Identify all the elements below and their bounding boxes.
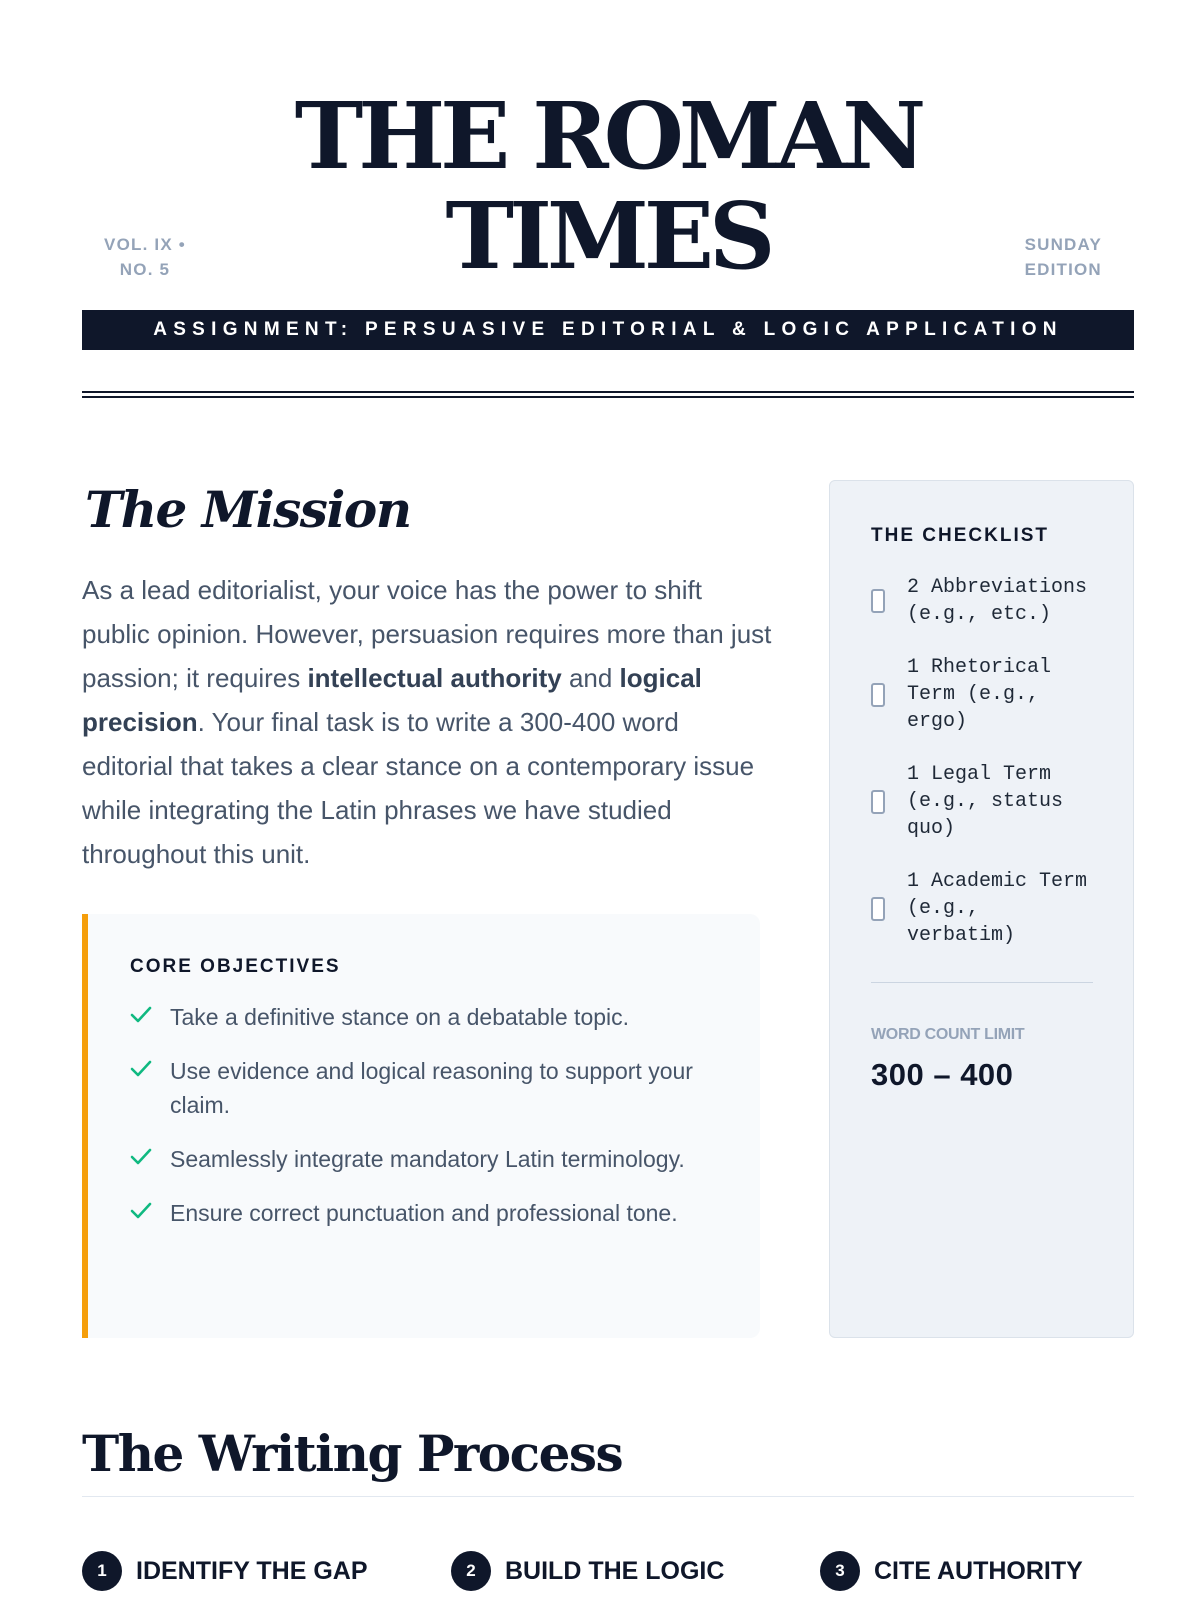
- checklist-item-label: 2 Abbreviations (e.g., etc.): [907, 576, 1088, 626]
- step-number-badge: 3: [820, 1551, 860, 1591]
- process-step-1: [82, 1551, 368, 1591]
- checklist-item-rhetorical-term[interactable]: [871, 654, 1101, 735]
- objective-item: [130, 1000, 720, 1034]
- volume-line-2: NO. 5: [119, 260, 171, 279]
- newspaper-title: [82, 82, 1134, 290]
- writing-process-heading: The Writing Process: [82, 1424, 623, 1483]
- volume-number: [94, 232, 196, 282]
- check-icon: [130, 1054, 170, 1078]
- newspaper-title-line-1: THE ROMAN: [294, 82, 922, 190]
- objectives-list: [130, 1000, 720, 1250]
- core-objectives-label: CORE OBJECTIVES: [130, 956, 341, 977]
- core-objectives-panel: [82, 914, 760, 1338]
- writing-process-divider: [82, 1496, 1134, 1497]
- mission-text-part-3: . Your final task is to write a 300-400 word editorial that takes a clear stance on a contemporary issue while integrating the Latin phrases we have studied throughout this unit.: [82, 707, 755, 869]
- checklist-item-label: 1 Legal Term (e.g., status quo): [907, 763, 1064, 840]
- check-icon: [130, 1000, 170, 1024]
- objective-item: [130, 1054, 720, 1122]
- mission-paragraph: [82, 568, 772, 876]
- objective-item: [130, 1142, 720, 1176]
- volume-line-1: VOL. IX •: [104, 235, 186, 254]
- checkbox[interactable]: [871, 589, 885, 613]
- word-count-value: 300 – 400: [871, 1057, 1014, 1092]
- edition-label: [1025, 232, 1102, 282]
- edition-line-2: EDITION: [1024, 260, 1102, 279]
- objective-item: [130, 1196, 720, 1230]
- checkbox[interactable]: [871, 683, 885, 707]
- checklist-items: [871, 574, 1101, 975]
- mission-bold-intellectual-authority: intellectual authority: [307, 663, 562, 693]
- mission-text-part-1: As a lead editorialist, your voice has the power to shift public opinion. However, persuasion requires more than just passion; it requires: [82, 575, 772, 693]
- mission-bold-logical-precision: logical precision: [82, 663, 702, 737]
- step-label: CITE AUTHORITY: [874, 1556, 1083, 1585]
- mission-text-part-2: and: [561, 663, 620, 693]
- step-label: BUILD THE LOGIC: [505, 1556, 725, 1585]
- masthead: [82, 82, 1134, 290]
- objective-text: Take a definitive stance on a debatable topic.: [170, 1004, 630, 1030]
- checklist-sidebar: [829, 480, 1134, 1338]
- checklist-divider: [871, 982, 1093, 983]
- step-number-badge: 1: [82, 1551, 122, 1591]
- checkbox[interactable]: [871, 897, 885, 921]
- step-number-badge: 2: [451, 1551, 491, 1591]
- assignment-bar: ASSIGNMENT: PERSUASIVE EDITORIAL & LOGIC APPLICATION: [82, 310, 1134, 350]
- edition-line-1: SUNDAY: [1024, 235, 1102, 254]
- process-step-3: [820, 1551, 1083, 1591]
- checklist-item-label: 1 Academic Term (e.g., verbatim): [907, 870, 1088, 947]
- checklist-item-label: 1 Rhetorical Term (e.g., ergo): [907, 656, 1052, 733]
- check-icon: [130, 1196, 170, 1220]
- check-icon: [130, 1142, 170, 1166]
- checklist-item-legal-term[interactable]: [871, 761, 1101, 842]
- objective-text: Ensure correct punctuation and professional tone.: [170, 1200, 678, 1226]
- checklist-item-academic-term[interactable]: [871, 868, 1101, 949]
- objective-text: Seamlessly integrate mandatory Latin terminology.: [170, 1146, 685, 1172]
- checkbox[interactable]: [871, 790, 885, 814]
- double-rule-divider: [82, 391, 1134, 398]
- step-label: IDENTIFY THE GAP: [136, 1556, 368, 1585]
- word-count-label: WORD COUNT LIMIT: [871, 1026, 1025, 1043]
- process-step-2: [451, 1551, 724, 1591]
- checklist-title: THE CHECKLIST: [871, 525, 1049, 546]
- checklist-item-abbreviations[interactable]: [871, 574, 1101, 628]
- objective-text: Use evidence and logical reasoning to support your claim.: [170, 1058, 693, 1118]
- newspaper-title-line-2: TIMES: [445, 182, 771, 290]
- mission-heading: The Mission: [85, 480, 411, 539]
